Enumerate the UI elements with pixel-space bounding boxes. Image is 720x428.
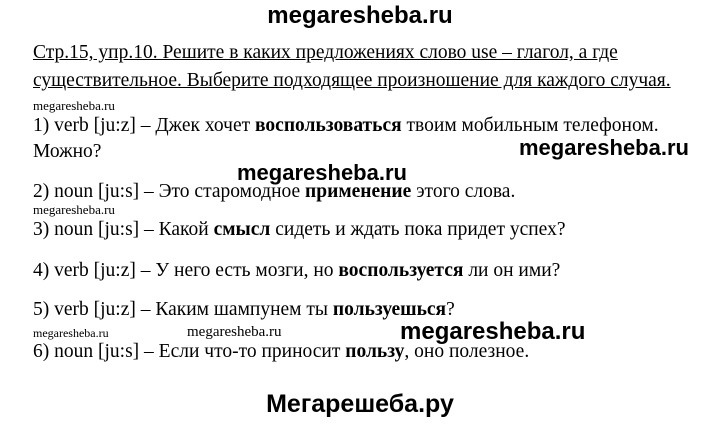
answer-2-post: этого слова. bbox=[411, 181, 516, 202]
watermark-right: megaresheba.ru bbox=[400, 318, 586, 345]
answer-1-pre: 1) verb [ju:z] – Джек хочет bbox=[33, 115, 256, 136]
watermark-small: megaresheba.ru bbox=[187, 324, 282, 340]
answer-3 bbox=[33, 220, 565, 240]
watermark-right: megaresheba.ru bbox=[519, 135, 689, 160]
answer-2-pre: 2) noun [ju:s] – Это старомодное bbox=[33, 181, 306, 202]
answer-5-post: ? bbox=[446, 299, 455, 320]
answer-5 bbox=[33, 300, 455, 320]
watermark-top: megaresheba.ru bbox=[267, 2, 453, 29]
answer-1-keyword: воспользоваться bbox=[255, 115, 402, 136]
answer-4-post: ли он ими? bbox=[463, 260, 561, 281]
answer-2-keyword: применение bbox=[305, 181, 412, 202]
watermark-small: megaresheba.ru bbox=[33, 98, 115, 113]
answer-5-pre: 5) verb [ju:z] – Каким шампунем ты bbox=[33, 299, 333, 320]
answer-2 bbox=[33, 182, 515, 202]
answer-3-post: сидеть и ждать пока придет успех? bbox=[270, 219, 566, 240]
answer-1-continuation: Можно? bbox=[33, 141, 102, 162]
watermark-center: megaresheba.ru bbox=[237, 160, 407, 185]
answer-4-pre: 4) verb [ju:z] – У него есть мозги, но bbox=[33, 260, 339, 281]
watermark-bottom: Мегарешеба.ру bbox=[266, 390, 454, 418]
answer-3-keyword: смысл bbox=[213, 219, 271, 240]
answer-6-pre: 6) noun [ju:s] – Если что-то приносит bbox=[33, 341, 346, 362]
answer-1 bbox=[33, 116, 659, 136]
answer-1-post: твоим мобильным телефоном. bbox=[401, 115, 659, 136]
answer-4-keyword: воспользуется bbox=[338, 260, 464, 281]
watermark-small: megaresheba.ru bbox=[33, 326, 109, 340]
answer-6-keyword: пользу bbox=[345, 341, 405, 362]
answer-4 bbox=[33, 261, 560, 281]
task-line-1: Стр.15, упр.10. Решите в каких предложениях слово use – глагол, а где bbox=[33, 42, 618, 63]
answer-3-pre: 3) noun [ju:s] – Какой bbox=[33, 219, 214, 240]
answer-6 bbox=[33, 342, 529, 362]
answer-6-post: , оно полезное. bbox=[404, 341, 530, 362]
task-line-2: существительное. Выберите подходящее произношение для каждого случая. bbox=[33, 70, 671, 91]
watermark-small: megaresheba.ru bbox=[33, 202, 115, 217]
answer-5-keyword: пользуешься bbox=[332, 299, 447, 320]
